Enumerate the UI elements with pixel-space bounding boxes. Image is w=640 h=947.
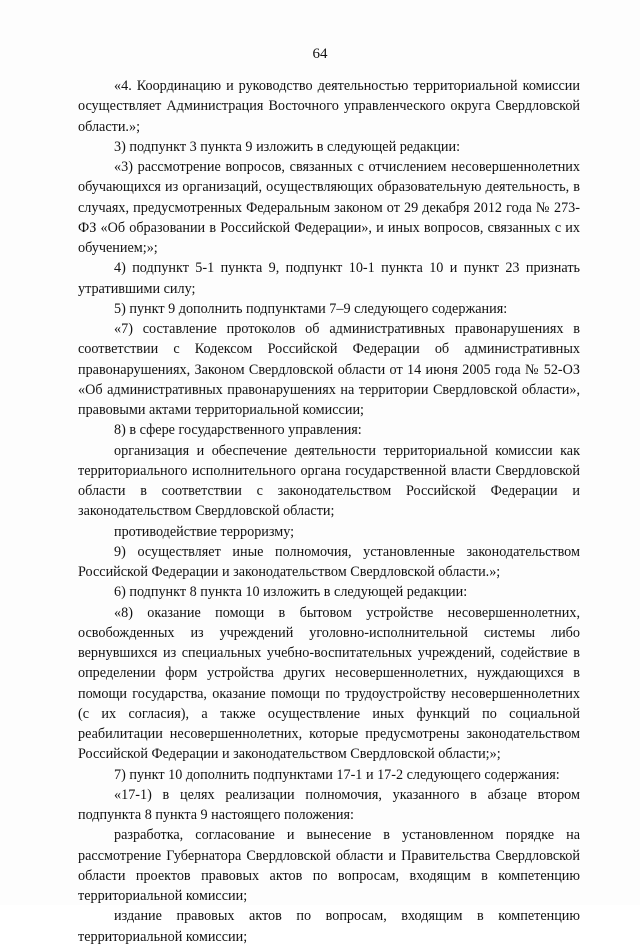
- page-number: 64: [312, 46, 328, 62]
- paragraph: разработка, согласование и вынесение в установленном порядке на рассмотрение Губернатора Свердловской области и Правительства Свердловской области проектов правовых актов по вопросам, входящим в компетенцию территориальной комиссии;: [78, 827, 580, 904]
- document-body: [78, 76, 580, 947]
- paragraph: издание правовых актов по вопросам, входящим в компетенцию территориальной комиссии;: [78, 908, 580, 945]
- paragraph: 6) подпункт 8 пункта 10 изложить в следующей редакции:: [114, 584, 468, 601]
- paragraph: 8) в сфере государственного управления:: [114, 422, 362, 439]
- paragraph: 3) подпункт 3 пункта 9 изложить в следующей редакции:: [114, 138, 461, 155]
- paragraph: «8) оказание помощи в бытовом устройстве несовершеннолетних, освобожденных из учреждений уголовно-исполнительной системы либо вернувшихся из специальных учебно-воспитательных учреждений, содействие в определении форм устройства других несовершеннолетних, нуждающихся в помощи государства, оказание помощи по трудоустройству несовершеннолетних (с их согласия), а также осуществление иных функций по социальной реабилитации несовершеннолетних, которые предусмотрены законодательством Российской Федерации и законодательством Свердловской области;»;: [78, 604, 580, 763]
- paragraph: «4. Координацию и руководство деятельностью территориальной комиссии осуществляет Администрация Восточного управленческого округа Свердловской области.»;: [78, 78, 580, 135]
- paragraph: «3) рассмотрение вопросов, связанных с отчислением несовершеннолетних обучающихся из организаций, осуществляющих образовательную деятельность, в случаях, предусмотренных Федеральным законом от 29 декабря 2012 года № 273-ФЗ «Об образовании в Российской Федерации», и иных вопросов, связанных с их обучением;»;: [78, 159, 580, 256]
- paragraph: противодействие терроризму;: [114, 523, 295, 540]
- paragraph: 5) пункт 9 дополнить подпунктами 7–9 следующего содержания:: [114, 300, 508, 317]
- paragraph: «17-1) в целях реализации полномочия, указанного в абзаце втором подпункта 8 пункта 9 настоящего положения:: [78, 786, 580, 823]
- paragraph: «7) составление протоколов об административных правонарушениях в соответствии с Кодексом Российской Федерации об административных правонарушениях, Законом Свердловской области от 14 июня 2005 года № 52-ОЗ «Об административных правонарушениях на территории Свердловской области», правовыми актами территориальной комиссии;: [78, 321, 580, 418]
- paragraph: организация и обеспечение деятельности территориальной комиссии как территориального исполнительного органа государственной власти Свердловской области в соответствии с законодательством Российской Федерации и законодательством Свердловской области;: [78, 442, 580, 520]
- paragraph: 7) пункт 10 дополнить подпунктами 17-1 и 17-2 следующего содержания:: [114, 766, 560, 783]
- paragraph: 4) подпункт 5-1 пункта 9, подпункт 10-1 пункта 10 и пункт 23 признать утратившими силу;: [78, 260, 580, 297]
- paragraph: 9) осуществляет иные полномочия, установленные законодательством Российской Федерации и законодательством Свердловской области.»;: [78, 543, 580, 580]
